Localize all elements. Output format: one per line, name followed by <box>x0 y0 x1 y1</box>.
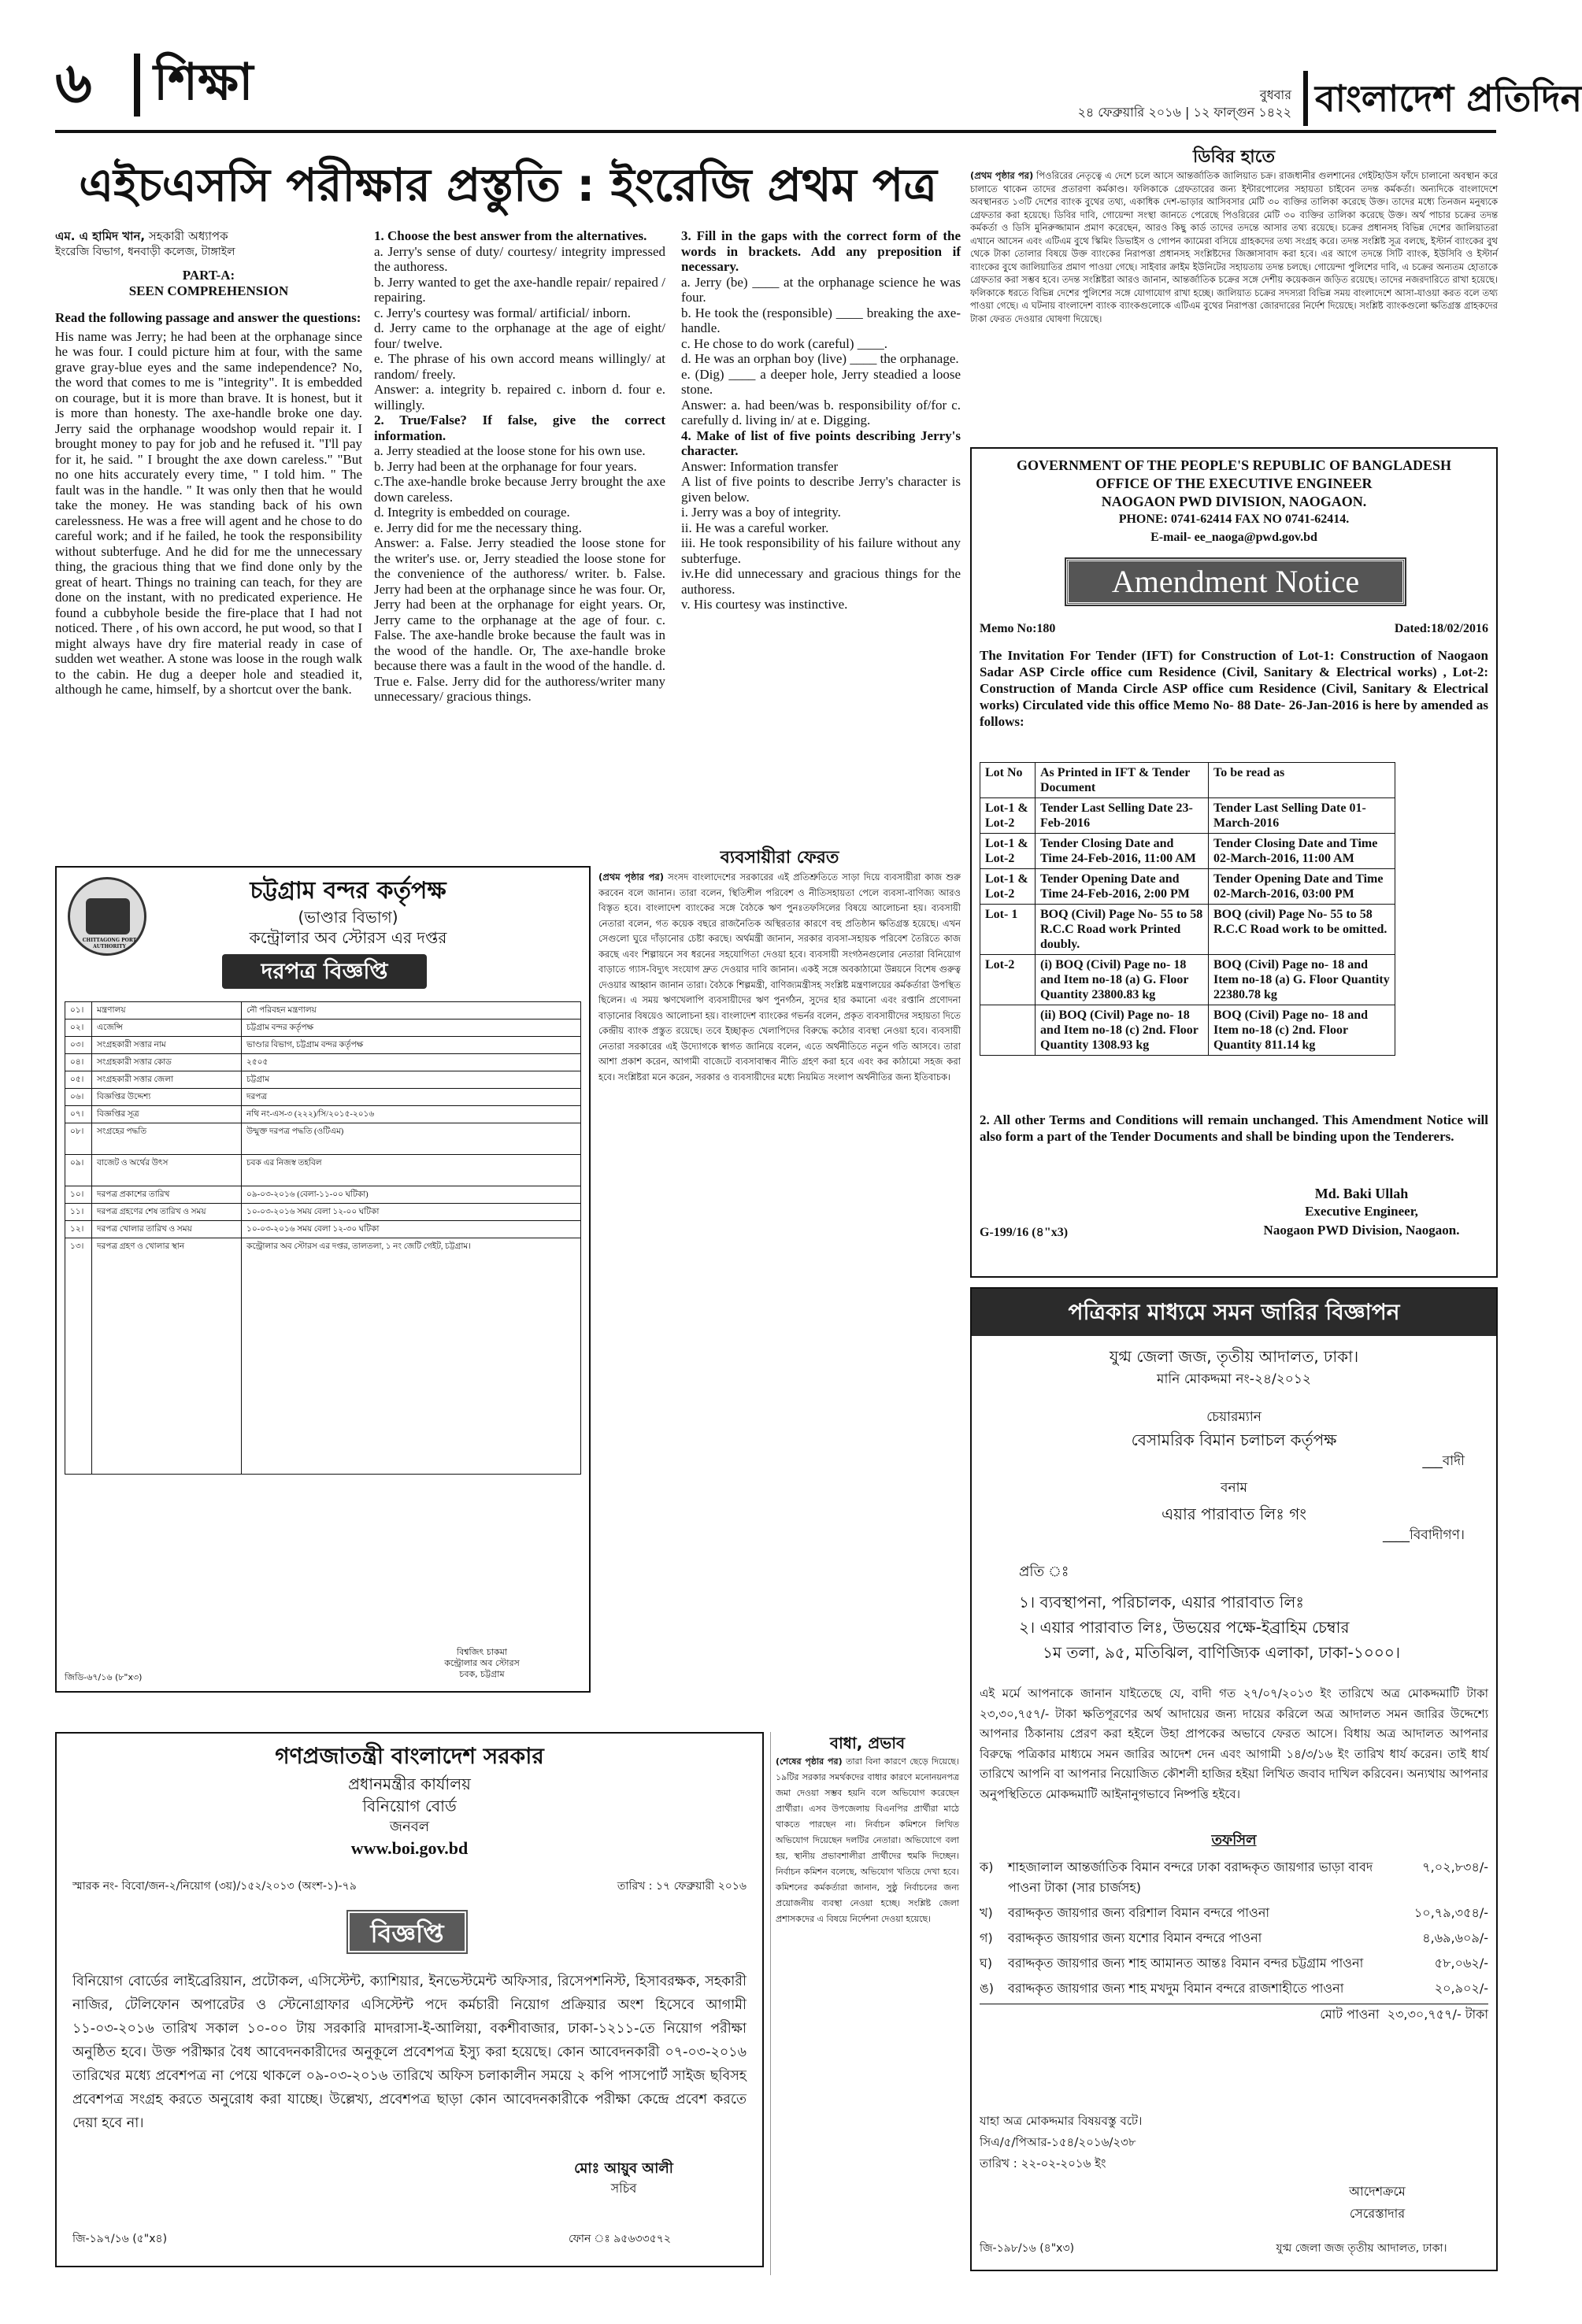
table-row <box>980 763 1395 798</box>
table-cell: BOQ (Civil) Page no- 18 and Item no-18 (c) 2nd. Floor Quantity 811.14 kg <box>1209 1005 1395 1056</box>
table-cell: বিজ্ঞপ্তির সূত্র <box>92 1106 242 1123</box>
table-cell: (ii) BOQ (Civil) Page no- 18 and Item no-18 (c) 2nd. Floor Quantity 1308.93 kg <box>1036 1005 1209 1056</box>
q4-item: ii. He was a careful worker. <box>681 520 829 535</box>
saman-court: যুগ্ম জেলা জজ, তৃতীয় আদালত, ঢাকা। <box>1109 1347 1359 1366</box>
amend-body: The Invitation For Tender (IFT) for Construction of Lot-1: Construction of Naogaon Sadar ASP Circle office cum Residence (Civil, Sanitary & Electrical works) , Lot-2: Construction of Manda Circle ASP office cum Residence (Civil, Sanitary & Electrical works) Circulated vide this office Memo No- 88 Date- 26-Jan-2016 is here by amended as follows: <box>980 648 1488 729</box>
item-label: খ) <box>980 1905 993 1920</box>
item-label: ঙ) <box>980 1981 994 1996</box>
table-cell: দরপত্র খোলার তারিখ ও সময় <box>92 1221 242 1238</box>
amend-title-box <box>1066 559 1405 605</box>
chittagong-footer-name: বিশ্বজিৎ চাকমা <box>456 1647 508 1657</box>
dibir-text: পিওরিরের নেতৃত্বে এ দেশে চলে আসে আন্তর্জাতিক জালিয়াত চক্র। রাজধানীর গুলশানের গেইটহাউস ফাঁদে চালানো অবস্থান করে চালাতে থাকেন তাদের প্রতারণা কর্মকাণ্ড। ফলিকাকে গ্রেফতারের জন্য ইন্টারপোলের সহায়তা চাইবেন তদন্ত কর্মকর্তা। অন্যদিকে বাংলাদেশে অবস্থানরত ১৩টি দেশের ব্যাংক বুথের তথ্য, একাধিক দেশ-ভাড়ার আসিবসার মেটি ৩০ ব্যক্তির তালিকা করেছে উক্ত। তাদের মধ্যে তিনজন মনুষ্যকে গ্রেফতার করা হয়েছে। ডিবির দাবি, গোয়েন্দা সংস্থা জানতে পেরেছে পিওরিরের মেটি ৩০ ব্যক্তির তালিকা করেছে উক্ত। অর্থ পাচার চক্রের তদন্ত কর্মকর্তা ও ডিসি মুনিরুজ্জামান প্রমাণ করেছেন, আরও কিছু কার্ড তাদের তদন্তে আসার তথ্য রয়েছে। চক্রের প্রধানসহ বিভিন্ন দেশের জালিয়াতরা এখানে আসেন এবং এটিএম বুথে স্কিমিং ডিভাইস ও গোপন ক্যামেরা বসিয়ে গ্রাহকদের তথ্য সংগ্রহ করে। তদন্ত সংশ্লিষ্ট সূত্র বলছে, ইস্টার্ন ব্যাংকের বুথ থেকে টাকা তোলার বিষয়ে উক্ত ব্যাংকের নিরাপত্তা প্রধানসহ সংশ্লিষ্টদের জিজ্ঞাসাবাদ করা হবে। এর আগে তদন্তে সিটি ব্যাংক, ইউসিবি ও ইস্টার্ন ব্যাংকের বুথে জালিয়াতির প্রমাণ পাওয়া গেছে। সাইবার ক্রাইম ইউনিটের সহায়তায় তদন্ত চলছে। গোয়েন্দা পুলিশের দাবি, এ চক্রের অন্যতম হোতাকে গ্রেফতার করা সম্ভব হবে। তদন্ত সংশ্লিষ্টরা আরও জানান, আন্তর্জাতিক চক্রের সঙ্গে দেশীয় কয়েকজন জড়িত রয়েছে। তাদের নজরদারিতে রাখা হয়েছে। ফলিকাকে ধরতে বিভিন্ন দেশের পুলিশের সঙ্গে যোগাযোগ রাখা হচ্ছে। জালিয়াত চক্রের সদস্যরা বিভিন্ন সময় বাংলাদেশে আসা-যাওয়া করত বলে তথ্য পাওয়া গেছে। এ ঘটনায় বাংলাদেশ ব্যাংক ব্যাংকগুলোকে এটিএম বুথের নিরাপত্তা জোরদারের নির্দেশ দিয়েছে। সংশ্লিষ্ট ব্যাংকগুলো ক্ষতিগ্রস্ত গ্রাহকদের টাকা ফেরত দেওয়ার ঘোষণা দিয়েছে। <box>970 170 1499 324</box>
q4-item: i. Jerry was a boy of integrity. <box>681 505 841 520</box>
badha-text: তারা বিনা কারণে ছেড়ে দিয়েছে। ১৯টির সরকার সমর্থকদের বাধার কারণে মনোনয়নপত্র জমা দেওয়া সম্ভব হয়নি বলে অভিযোগ করেছেন প্রার্থীরা। এসব উপজেলায় বিএনপির প্রার্থীরা মাঠে থাকতে পারছেন না। নির্বাচন কমিশনে লিখিত অভিযোগ দিয়েছেন দলটির নেতারা। অভিযোগে বলা হয়, স্থানীয় প্রভাবশালীরা প্রার্থীদের হুমকি দিচ্ছেন। নির্বাচন কমিশন বলেছে, অভিযোগ খতিয়ে দেখা হবে। কমিশনের কর্মকর্তারা জানান, সুষ্ঠু নির্বাচনের জন্য প্রয়োজনীয় ব্যবস্থা নেওয়া হচ্ছে। সংশ্লিষ্ট জেলা প্রশাসকদের এ বিষয়ে নির্দেশনা দেওয়া হয়েছে। <box>776 1756 960 1924</box>
saman-plaintiff-tag: ___বাদী <box>1422 1453 1465 1469</box>
table-cell: Tender Closing Date and Time 02-March-2016, 11:00 AM <box>1209 834 1395 869</box>
table-row <box>65 1106 581 1123</box>
table-row <box>65 1155 581 1186</box>
badha-lead: (শেষের পৃষ্ঠার পর) <box>776 1756 843 1767</box>
chittagong-sub2: কন্ট্রোলার অব স্টোরস এর দপ্তর <box>249 928 447 947</box>
q1-item: a. Jerry's sense of duty/ courtesy/ integrity impressed the authoress. <box>374 243 665 274</box>
table-cell: ০৮। <box>65 1123 92 1155</box>
amend-signer-title: Executive Engineer, <box>1305 1204 1418 1219</box>
table-cell: কন্ট্রোলার অব স্টোরস এর দপ্তর, তালতলা, ১ নং জেটি গেইট, চট্টগ্রাম। <box>242 1238 581 1475</box>
table-cell: সংগ্রহকারী সত্তার জেলা <box>92 1071 242 1089</box>
boi-signer-title: সচিব <box>610 2181 637 2196</box>
saman-items <box>980 1857 1488 2025</box>
table-row <box>65 1089 581 1106</box>
babshayi-title: ব্যবসায়ীরা ফেরত <box>720 848 839 868</box>
section-title: শিক্ষা <box>154 54 254 112</box>
passage: His name was Jerry; he had been at the orphanage since he was four. I could picture him at four, with the same grave gray-blue eyes and the same independence? No, the word that comes to me is "integrity". It is embedded on courage, but it is more than brave. It is honest, but it is more than honesty. The axe-handle broke one day. Jerry said the orphanage woodshop would repair it. I brought money to pay for job and he refused it. "I'll pay for it, he said. " I brought the axe down careless." "But no one hits accurately every time, " I told him. " The fault was in the handle. " It was only then that he would take the money. He was standing back of his own carelessness. He was a free will agent and he chose to do careful work; and if he failed, he took the responsibility without subterfuge. And he did for me the unnecessary thing, the gracious thing that we find done only by the great of heart. Things no training can teach, for they are done on the instant, with no predicated experience. He found a cubbyhole beside the fire-place that I had not noticed. There , of his own accord, he put wood, so that I might always have dry fire material ready in case of sudden wet weather. A stone was loose in the rough walk to the cabin. He dug a deeper hole and steadied it, although he came, himself, by a shortcut over the bank. <box>55 328 362 697</box>
table-row <box>980 869 1395 905</box>
table-row <box>65 1186 581 1204</box>
table-cell: Lot-1 & Lot-2 <box>980 869 1036 905</box>
amend-memo: Memo No:180 <box>980 622 1056 635</box>
header-date: ২৪ ফেব্রুয়ারি ২০১৬ | ১২ ফাল্গুন ১৪২২ <box>1077 105 1291 120</box>
table-row <box>65 1020 581 1037</box>
table-cell: নথি নং-এস-৩ (২২২)/সি/২০১৫-২০১৬ <box>242 1106 581 1123</box>
table-cell: ০৫। <box>65 1071 92 1089</box>
chittagong-title: দরপত্র বিজ্ঞপ্তি <box>222 954 427 989</box>
q1-item: b. Jerry wanted to get the axe-handle repair/ repaired / repairing. <box>374 274 665 305</box>
item-amount: ২০,৯০২/- <box>1434 1981 1488 1996</box>
babshayi-story <box>598 846 961 1697</box>
author-role: সহকারী অধ্যাপক <box>148 229 228 243</box>
dibir-lead: (প্রথম পৃষ্ঠার পর) <box>970 170 1034 181</box>
page-header <box>55 47 1582 126</box>
table-cell: ১০। <box>65 1186 92 1204</box>
table-cell: মন্ত্রণালয় <box>92 1002 242 1020</box>
table-row <box>65 1037 581 1054</box>
table-cell: ০৭। <box>65 1106 92 1123</box>
q2-item: d. Integrity is embedded on courage. <box>374 505 570 520</box>
chittagong-footer-org: চবক, চট্টগ্রাম <box>459 1669 505 1679</box>
table-row <box>980 1005 1395 1056</box>
page-number: ৬ <box>55 50 92 116</box>
boi-title: বিজ্ঞপ্তি <box>348 1911 466 1952</box>
q2-answer: Answer: a. False. Jerry steadied the loose stone for the writer's use. or, Jerry steadied the loose stone for the convenience of the authoress/ writer. b. False. Jerry had been at the orphanage since he was four. Or, Jerry had been at the orphanage for eight years. Or, Jerry came to the orphanage at the age of four. c. False. The axe-handle broke because the fault was in the wood of the handle. Or, The axe-handle broke because there was a fault in the wood of the handle. d. True e. False. Jerry did for the authoress/writer many unnecessary/ gracious things. <box>374 535 665 704</box>
saman-line1: যাহা অত্র মোকদ্দমার বিষয়বস্তু বটে। <box>980 2114 1143 2128</box>
table-row <box>65 1221 581 1238</box>
item-amount: ৭,০২,৮৩৪/- <box>1422 1860 1488 1874</box>
amend-division: NAOGAON PWD DIVISION, NAOGAON. <box>1101 494 1367 509</box>
saman-line2: সিএ/৫/পিআর-১৫৪/২০১৬/২৩৮ <box>980 2135 1136 2149</box>
table-cell: দরপত্র গ্রহণ ও খোলার স্থান <box>92 1238 242 1475</box>
q3-title: 3. Fill in the gaps with the correct form of the words in brackets. Add any preposition if necessary. <box>681 228 961 274</box>
item-desc: বরাদ্দকৃত জায়গার জন্য যশোর বিমান বন্দরে পাওনা <box>1008 1930 1262 1945</box>
boi-phone: ফোন ঃ ৯৫৬৩৩৫৭২ <box>569 2233 671 2245</box>
list-item <box>980 1857 1488 1898</box>
amend-gov: GOVERNMENT OF THE PEOPLE'S REPUBLIC OF BANGLADESH <box>1016 457 1452 473</box>
amend-signer-office: Naogaon PWD Division, Naogaon. <box>1263 1223 1460 1238</box>
saman-defendant: এয়ার পারাবাত লিঃ গং <box>1161 1504 1306 1523</box>
table-cell: ০৯। <box>65 1155 92 1186</box>
item-label: গ) <box>980 1930 993 1945</box>
q2-item: a. Jerry steadied at the loose stone for his own use. <box>374 443 646 458</box>
saman-plaintiff-role: চেয়ারম্যান <box>1206 1409 1262 1425</box>
saman-addr3: ১ম তলা, ৯৫, মতিঝিল, বাণিজ্যিক এলাকা, ঢাকা-১০০০। <box>1043 1643 1401 1662</box>
table-cell: চবক এর নিজস্ব তহবিল <box>242 1155 581 1186</box>
amendment-notice <box>970 447 1498 1278</box>
header-divider <box>134 54 140 117</box>
table-cell <box>980 1005 1036 1056</box>
table-cell: ০৯-০৩-২০১৬ (বেলা-১১-০০ ঘটিকা) <box>242 1186 581 1204</box>
item-desc: বরাদ্দকৃত জায়গার জন্য শাহ আমানত আন্তঃ বিমান বন্দর চট্টগ্রাম পাওনা <box>1008 1956 1364 1971</box>
table-cell: (i) BOQ (Civil) Page no- 18 and Item no-18 (a) G. Floor Quantity 23800.83 kg <box>1036 955 1209 1005</box>
table-cell: চট্টগ্রাম <box>242 1071 581 1089</box>
saman-tafsil: তফসিল <box>1211 1832 1257 1848</box>
saman-notice <box>970 1287 1498 2271</box>
table-row <box>65 1238 581 1475</box>
boi-date: তারিখ : ১৭ ফেব্রুয়ারী ২০১৬ <box>617 1880 747 1893</box>
table-cell: Tender Opening Date and Time 24-Feb-2016, 2:00 PM <box>1036 869 1209 905</box>
saman-title: পত্রিকার মাধ্যমে সমন জারির বিজ্ঞাপন <box>972 1289 1496 1336</box>
saman-line3: তারিখ : ২২-০২-২০১৬ ইং <box>980 2156 1106 2170</box>
table-cell: Tender Last Selling Date 23-Feb-2016 <box>1036 798 1209 834</box>
babshayi-lead: (প্রথম পৃষ্ঠার পর) <box>598 872 664 883</box>
table-cell: Tender Closing Date and Time 24-Feb-2016, 11:00 AM <box>1036 834 1209 869</box>
table-cell: দরপত্র গ্রহণের শেষ তারিখ ও সময় <box>92 1204 242 1221</box>
list-item <box>980 1978 1488 1999</box>
boi-web: www.boi.gov.bd <box>350 1838 469 1858</box>
item-label: ক) <box>980 1860 994 1874</box>
table-cell: ১০-০৩-২০১৬ সময় বেলা ১২-৩০ ঘটিকা <box>242 1221 581 1238</box>
chittagong-table-wrap <box>65 1001 581 1475</box>
saman-versus: বনাম <box>1221 1480 1247 1496</box>
boi-body: বিনিয়োগ বোর্ডের লাইব্রেরিয়ান, প্রটোকল, এসিস্টেন্ট, ক্যাশিয়ার, ইনভেস্টমেন্ট অফিসার, রিসেপশনিস্ট, হিসাবরক্ষক, সহকারী নাজির, টেলিফোন অপারেটর ও স্টেনোগ্রাফার এসিস্টেন্ট পদে কর্মচারী নিয়োগ প্রক্রিয়ার অংশ হিসেবে আগামী ১১-০৩-২০১৬ তারিখ সকাল ১০-০০ টায় সরকারি মাদরাসা-ই-আলিয়া, বকশীবাজার, ঢাকা-১২১১-তে নিয়োগ পরীক্ষা অনুষ্ঠিত হবে। উক্ত পরীক্ষার বৈধ আবেদনকারীদের অনুকূলে প্রবেশপত্র ইস্যু করা হয়েছে। কোন আবেদনকারী ০৭-০৩-২০১৬ তারিখের মধ্যে প্রবেশপত্র না পেয়ে থাকলে ০৯-০৩-২০১৬ তারিখে অফিস চলাকালীন সময়ে ২ কপি পাসপোর্ট সাইজ ছবিসহ প্রবেশপত্র সংগ্রহ করতে অনুরোধ করা যাচ্ছে। উল্লেখ্য, প্রবেশপত্র ছাড়া কোন আবেদনকারীকে পরীক্ষা কেন্দ্রে প্রবেশ করতে দেয়া হবে না। <box>72 1974 747 2131</box>
table-cell: ১০-০৩-২০১৬ সময় বেলা ১২-০০ ঘটিকা <box>242 1204 581 1221</box>
q2-item: b. Jerry had been at the orphanage for four years. <box>374 458 637 474</box>
saman-ref: জি-১৯৮/১৬ (৪"x৩) <box>980 2242 1075 2255</box>
table-row <box>65 1054 581 1071</box>
article-headline: এইচএসসি পরীক্ষার প্রস্তুতি : ইংরেজি প্রথম পত্র <box>79 158 937 212</box>
q3-item: c. He chose to do work (careful) ____. <box>681 335 887 351</box>
boi-notice <box>55 1732 764 2267</box>
item-desc: বরাদ্দকৃত জায়গার জন্য শাহ মখদুম বিমান বন্দরে রাজশাহীতে পাওনা <box>1008 1981 1344 1996</box>
instruction: Read the following passage and answer the questions: <box>55 310 361 325</box>
saman-order: আদেশক্রমে <box>1349 2184 1406 2199</box>
table-cell: Lot-2 <box>980 955 1036 1005</box>
q3-answer: Answer: a. had been/was b. responsibility of/for c. carefully d. living in/ at e. Digging. <box>681 397 961 427</box>
saman-case: মানি মোকদ্দমা নং-২৪/২০১২ <box>1157 1371 1311 1387</box>
boi-section: জনবল <box>389 1819 430 1835</box>
port-seal-text: CHITTAGONG PORT AUTHORITY <box>82 938 137 949</box>
item-desc: শাহজালাল আন্তর্জাতিক বিমান বন্দরে ঢাকা বরাদ্দকৃত জায়গার ভাড়া বাবদ পাওনা টাকা (সার চার্জসহ) <box>1008 1860 1373 1895</box>
table-row <box>980 905 1395 955</box>
table-header-cell: To be read as <box>1209 763 1395 798</box>
table-row <box>65 1204 581 1221</box>
amend-office: OFFICE OF THE EXECUTIVE ENGINEER <box>1095 476 1373 491</box>
article-col-2 <box>374 228 665 809</box>
table-cell: ০৪। <box>65 1054 92 1071</box>
boi-office: প্রধানমন্ত্রীর কার্যালয় <box>348 1774 471 1793</box>
amend-table-wrap <box>980 762 1395 1056</box>
amend-phone: PHONE: 0741-62414 FAX NO 0741-62414. <box>1118 513 1350 526</box>
babshayi-text: সংসদ বাংলাদেশের সরকারের এই প্রতিশ্রুতিতে সাড়া দিয়ে ব্যবসায়ীরা কাজ শুরু করবেন বলে জানান। তারা বলেন, স্থিতিশীল পরিবেশ ও নীতিসহায়তা পেলে ব্যবসা-বাণিজ্য আরও বিস্তৃত হবে। বাংলাদেশ ব্যাংকের সঙ্গে বৈঠকে ঋণ পুনঃতফসিলের বিষয়ে আলোচনা হয়। ব্যবসায়ী নেতারা বলেন, গত কয়েক বছরে রাজনৈতিক অস্থিরতার কারণে বহু প্রতিষ্ঠান ক্ষতিগ্রস্ত হয়েছে। এখন সেগুলো ঘুরে দাঁড়ানোর চেষ্টা করছে। অর্থমন্ত্রী জানান, সরকার ব্যবসা-সহায়ক পরিবেশ তৈরিতে কাজ করছে এবং শিল্পায়নে সব ধরনের সহযোগিতা দেওয়া হবে। ব্যবসায়ী সংগঠনগুলোর নেতারা বিনিয়োগ বাড়াতে গ্যাস-বিদ্যুৎ সংযোগ দ্রুত দেওয়ার দাবি জানান। একই সঙ্গে অবকাঠামো উন্নয়নে বিশেষ গুরুত্ব দেওয়ার আহ্বান জানান তারা। বৈঠকে শিল্পমন্ত্রী, বাণিজ্যমন্ত্রীসহ সংশ্লিষ্ট মন্ত্রণালয়ের কর্মকর্তারা উপস্থিত ছিলেন। এ সময় ঋণখেলাপি ব্যবসায়ীদের ঋণ পুনর্গঠন, সুদের হার কমানো এবং রপ্তানি প্রণোদনা বাড়ানোর বিষয়েও আলোচনা হয়। বাংলাদেশ ব্যাংকের গভর্নর বলেন, প্রকৃত ব্যবসায়ীদের সহায়তা দিতে কেন্দ্রীয় ব্যাংক প্রস্তুত রয়েছে। তবে ইচ্ছাকৃত খেলাপিদের বিরুদ্ধে কঠোর ব্যবস্থা নেওয়া হবে। ব্যবসায়ী নেতারা সরকারের এই উদ্যোগকে স্বাগত জানিয়ে বলেন, এতে অর্থনীতিতে নতুন গতি আসবে। তারা আশা প্রকাশ করেন, আগামী বাজেটে ব্যবসাবান্ধব নীতি গ্রহণ করা হবে এবং কর কাঠামো সহজ করা হবে। সংশ্লিষ্টরা মনে করেন, সরকার ও ব্যবসায়ীদের মধ্যে নিয়মিত সংলাপ অর্থনীতির জন্য ইতিবাচক। <box>598 872 961 1082</box>
q2-item: c.The axe-handle broke because Jerry brought the axe down careless. <box>374 474 665 505</box>
table-cell: ১২। <box>65 1221 92 1238</box>
paper-name: বাংলাদেশ প্রতিদিন <box>1315 77 1582 120</box>
table-cell: Lot- 1 <box>980 905 1036 955</box>
amend-footer: 2. All other Terms and Conditions will remain unchanged. This Amendment Notice will also form a part of the Tender Documents and shall be binding upon the Tenderers. <box>980 1112 1488 1144</box>
item-amount: ১০,৭৯,৩৫৪/- <box>1413 1905 1488 1920</box>
item-desc: বরাদ্দকৃত জায়গার জন্য বরিশাল বিমান বন্দরে পাওনা <box>1008 1905 1270 1920</box>
list-item <box>980 1928 1488 1948</box>
q2-item: e. Jerry did for me the necessary thing. <box>374 520 582 535</box>
table-cell: দরপত্র প্রকাশের তারিখ <box>92 1186 242 1204</box>
chittagong-table <box>65 1001 581 1475</box>
header-rule <box>55 130 1496 133</box>
table-cell: Tender Last Selling Date 01-March-2016 <box>1209 798 1395 834</box>
table-cell: সংগ্রহকারী সত্তার নাম <box>92 1037 242 1054</box>
amend-signer: Md. Baki Ullah <box>1314 1186 1409 1201</box>
q4-item: A list of five points to describe Jerry's character is given below. <box>681 474 961 505</box>
list-item <box>980 1953 1488 1974</box>
boi-signer: মোঃ আয়ুব আলী <box>574 2160 673 2177</box>
q1-item: d. Jerry came to the orphanage at the age of eight/ four/ twelve. <box>374 320 665 351</box>
port-seal-icon <box>68 877 146 956</box>
author-dept: ইংরেজি বিভাগ, ধনবাড়ী কলেজ, টাঙ্গাইল <box>55 246 235 258</box>
dibir-story <box>970 146 1498 445</box>
q1-title: 1. Choose the best answer from the alternatives. <box>374 228 647 243</box>
saman-court-sign: যুগ্ম জেলা জজ তৃতীয় আদালত, ঢাকা। <box>1276 2242 1447 2255</box>
amend-table <box>980 762 1395 1056</box>
saman-plaintiff: বেসামরিক বিমান চলাচল কর্তৃপক্ষ <box>1131 1430 1337 1449</box>
table-cell: ০৩। <box>65 1037 92 1054</box>
q2-title: 2. True/False? If false, give the correct information. <box>374 413 665 443</box>
saman-seristadar: সেরেস্তাদার <box>1349 2206 1406 2221</box>
table-row <box>65 1071 581 1089</box>
dibir-title: ডিবির হাতে <box>1192 147 1276 167</box>
chittagong-signer <box>387 1647 576 1680</box>
header-day: বুধবার <box>1259 87 1291 102</box>
table-row <box>65 1002 581 1020</box>
article-col-3 <box>681 228 961 612</box>
saman-defendant-tag: ____বিবাদীগণ। <box>1382 1527 1465 1543</box>
table-cell: ০৬। <box>65 1089 92 1106</box>
q1-answer: Answer: a. integrity b. repaired c. inborn d. four e. willingly. <box>374 382 665 413</box>
table-cell: নৌ পরিবহন মন্ত্রণালয় <box>242 1002 581 1020</box>
q1-item: c. Jerry's courtesy was formal/ artificial/ inborn. <box>374 305 631 320</box>
item-amount: ৪,৬৯,৬০৯/- <box>1422 1930 1488 1945</box>
boi-gov: গণপ্রজাতন্ত্রী বাংলাদেশ সরকার <box>275 1743 544 1769</box>
table-cell: উন্মুক্ত দরপত্র পদ্ধতি (ওটিএম) <box>242 1123 581 1155</box>
chittagong-tender <box>55 866 591 1693</box>
chittagong-ref: জিডি-৬৭/১৬ (৮"x৩) <box>65 1672 143 1682</box>
table-cell: BOQ (civil) Page No- 55 to 58 R.C.C Road work to be omitted. <box>1209 905 1395 955</box>
table-cell: দরপত্র <box>242 1089 581 1106</box>
q4-item: iv.He did unnecessary and gracious things for the authoress. <box>681 566 961 597</box>
q4-item: iii. He took responsibility of his failure without any subterfuge. <box>681 535 961 566</box>
q4-answer-head: Answer: Information transfer <box>681 458 839 474</box>
table-cell: ০২। <box>65 1020 92 1037</box>
badha-story <box>770 1732 959 2275</box>
table-cell: ১৩। <box>65 1238 92 1475</box>
table-cell: BOQ (Civil) Page No- 55 to 58 R.C.C Road work Printed doubly. <box>1036 905 1209 955</box>
table-cell: BOQ (Civil) Page no- 18 and Item no-18 (a) G. Floor Quantity 22380.78 kg <box>1209 955 1395 1005</box>
table-cell: Lot-1 & Lot-2 <box>980 798 1036 834</box>
table-cell: ১১। <box>65 1204 92 1221</box>
table-row <box>980 834 1395 869</box>
q4-title: 4. Make of list of five points describing Jerry's character. <box>681 427 961 458</box>
amend-ref: G-199/16 (৪"x3) <box>980 1226 1069 1239</box>
total-label: মোট পাওনা <box>1320 2007 1380 2022</box>
saman-addr2: ২। এয়ার পারাবাত লিঃ, উভয়ের পক্ষে-ইব্রাহিম চেম্বার <box>1019 1618 1350 1637</box>
saman-total-row <box>980 2004 1488 2025</box>
header-divider-right <box>1303 71 1308 126</box>
q3-item: e. (Dig) ____ a deeper hole, Jerry steadied a loose stone. <box>681 366 961 397</box>
author-name: এম. এ হামিদ খান, <box>55 229 146 243</box>
q3-item: d. He was an orphan boy (live) ____ the orphanage. <box>681 351 959 366</box>
table-row <box>65 1123 581 1155</box>
chittagong-footer-title: কন্ট্রোলার অব স্টোরস <box>444 1658 520 1668</box>
table-cell: বাজেট ও অর্থের উৎস <box>92 1155 242 1186</box>
table-cell: ২৫০৫ <box>242 1054 581 1071</box>
table-cell: Tender Opening Date and Time 02-March-2016, 03:00 PM <box>1209 869 1395 905</box>
table-cell: সংগ্রহের পদ্ধতি <box>92 1123 242 1155</box>
saman-addr1: ১। ব্যবস্থাপনা, পরিচালক, এয়ার পারাবাত লিঃ <box>1019 1593 1305 1612</box>
item-label: ঘ) <box>980 1956 993 1971</box>
item-amount: ৫৮,০৬২/- <box>1434 1956 1488 1971</box>
table-row <box>980 955 1395 1005</box>
boi-ref: জি-১৯৭/১৬ (৫"x৪) <box>72 2233 168 2245</box>
boi-board: বিনিয়োগ বোর্ড <box>362 1797 457 1815</box>
chittagong-sub1: (ভাণ্ডার বিভাগ) <box>298 908 398 927</box>
table-cell: ০১। <box>65 1002 92 1020</box>
amend-dated: Dated:18/02/2016 <box>1394 622 1488 635</box>
table-cell: চট্টগ্রাম বন্দর কর্তৃপক্ষ <box>242 1020 581 1037</box>
table-header-cell: Lot No <box>980 763 1036 798</box>
list-item <box>980 1903 1488 1923</box>
article-col-1 <box>55 228 362 698</box>
table-cell: এজেন্সি <box>92 1020 242 1037</box>
table-header-cell: As Printed in IFT & Tender Document <box>1036 763 1209 798</box>
q1-item: e. The phrase of his own accord means willingly/ at random/ freely. <box>374 351 665 382</box>
saman-body: এই মর্মে আপনাকে জানান যাইতেছে যে, বাদী গত ২৭/০৭/২০১৩ ইং তারিখে অত্র মোকদ্দমাটি টাকা ২৩,৩০,৭৫৭/- টাকা ক্ষতিপূরণের অর্থ আদায়ের জন্য দায়ের করিলে অত্র আদালত সমন জারির উদ্দেশ্যে আপনার ঠিকানায় প্রেরণ করা হইলে উহা প্রাপকের অভাবে ফেরত আসে। বিধায় অত্র আদালত আপনার বিরুদ্ধে পত্রিকার মাধ্যমে সমন জারির আদেশ দেন এবং আগামী ১৪/৩/১৬ ইং তারিখ ধার্য করেন। তাই ধার্য তারিখে আপনি বা আপনার নিয়োজিত কৌশলী হাজির হইয়া লিখিত জবাব দাখিল করিবেন। অন্যথায় আপনার অনুপস্থিতিতে মোকদ্দমাটি আইনানুগভাবে নিষ্পত্তি হইবে। <box>980 1686 1488 1801</box>
saman-prati: প্রতি ঃ <box>1019 1564 1069 1580</box>
boi-memo: স্মারক নং- বিবো/জন-২/নিয়োগ (৩য়)/১৫২/২০১৩ (অংশ-১)-৭৯ <box>72 1880 357 1893</box>
table-cell: ভাণ্ডার বিভাগ, চট্টগ্রাম বন্দর কর্তৃপক্ষ <box>242 1037 581 1054</box>
table-cell: বিজ্ঞপ্তির উদ্দেশ্য <box>92 1089 242 1106</box>
q3-item: b. He took the (responsible) ____ breaking the axe-handle. <box>681 305 961 335</box>
q3-item: a. Jerry (be) ____ at the orphanage science he was four. <box>681 274 961 305</box>
q4-item: v. His courtesy was instinctive. <box>681 597 848 612</box>
chittagong-org: চট্টগ্রাম বন্দর কর্তৃপক্ষ <box>250 877 446 905</box>
badha-title: বাধা, প্রভাব <box>829 1734 906 1752</box>
part-sub: SEEN COMPREHENSION <box>128 283 289 298</box>
amend-email: E-mail- ee_naoga@pwd.gov.bd <box>1150 531 1317 544</box>
table-cell: Lot-1 & Lot-2 <box>980 834 1036 869</box>
total-amount: ২৩,৩০,৭৫৭/- টাকা <box>1387 2007 1488 2022</box>
table-cell: সংগ্রহকারী সত্তার কোড <box>92 1054 242 1071</box>
amend-title: Amendment Notice <box>1111 564 1360 599</box>
part-label: PART-A: <box>182 268 235 283</box>
table-row <box>980 798 1395 834</box>
